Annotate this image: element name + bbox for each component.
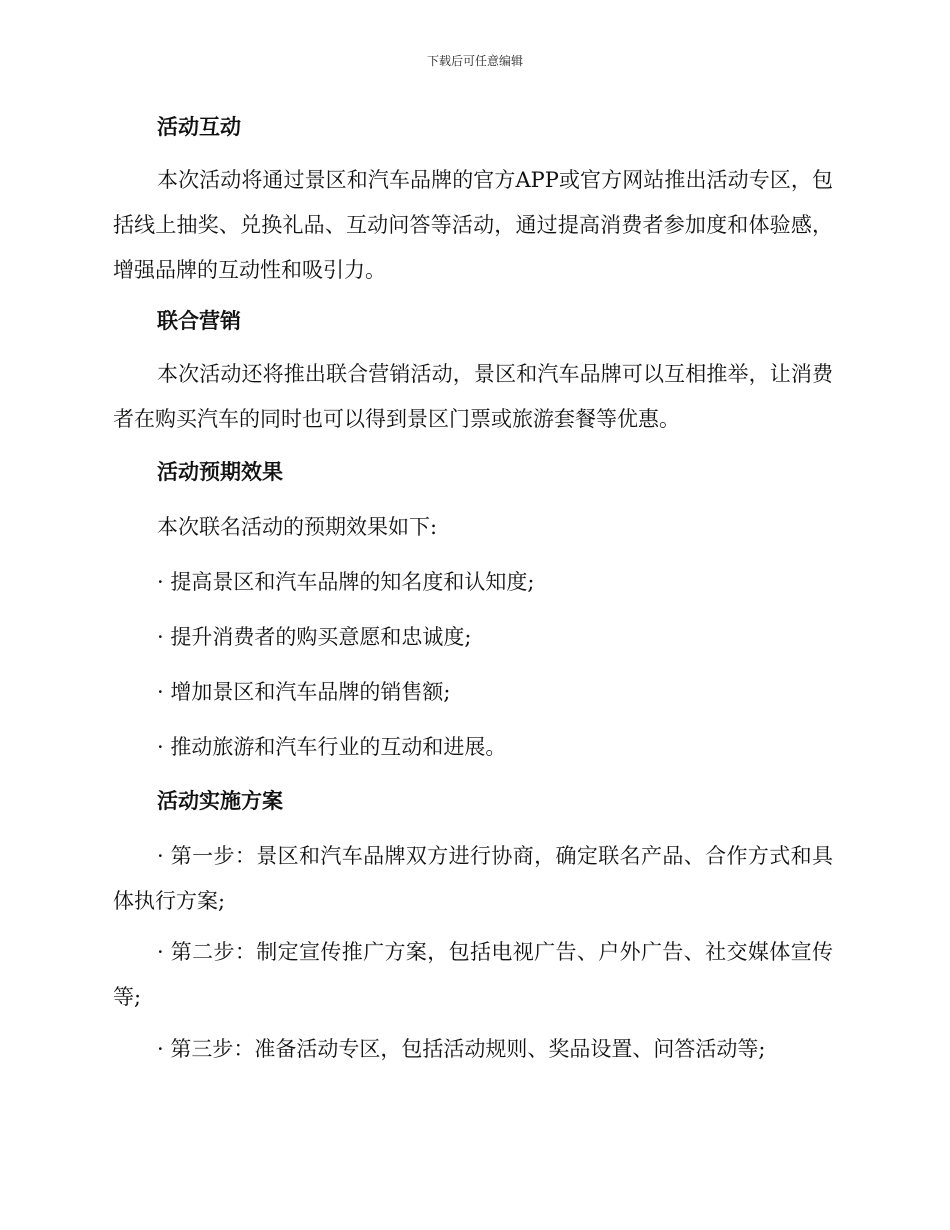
section-heading-interaction: 活动互动 xyxy=(157,114,241,139)
implementation-step: · 第三步：准备活动专区，包括活动规则、奖品设置、问答活动等; xyxy=(157,1037,766,1061)
section-heading-implementation: 活动实施方案 xyxy=(157,788,283,813)
section-body-interaction: 本次活动将通过景区和汽车品牌的官方APP或官方网站推出活动专区，包括线上抽奖、兑换礼品、互动问答等活动，通过提高消费者参加度和体验感，增强品牌的互动性和吸引力。 xyxy=(113,168,833,282)
list-item: · 提升消费者的购买意愿和忠诚度; xyxy=(157,625,472,649)
list-item: · 提高景区和汽车品牌的知名度和认知度; xyxy=(157,570,535,594)
implementation-step: · 第一步：景区和汽车品牌双方进行协商，确定联名产品、合作方式和具体执行方案; xyxy=(113,844,833,913)
section-heading-joint-marketing: 联合营销 xyxy=(157,308,241,333)
list-item: · 增加景区和汽车品牌的销售额; xyxy=(157,680,451,704)
page-header-note: 下载后可任意编辑 xyxy=(426,54,523,68)
expected-effect-intro: 本次联名活动的预期效果如下: xyxy=(157,515,438,539)
implementation-step: · 第二步：制定宣传推广方案，包括电视广告、户外广告、社交媒体宣传等; xyxy=(113,940,833,1009)
section-body-joint-marketing: 本次活动还将推出联合营销活动，景区和汽车品牌可以互相推举，让消费者在购买汽车的同时也可以得到景区门票或旅游套餐等优惠。 xyxy=(113,362,833,431)
list-item: · 推动旅游和汽车行业的互动和进展。 xyxy=(157,735,507,759)
section-heading-expected-effect: 活动预期效果 xyxy=(157,459,283,484)
